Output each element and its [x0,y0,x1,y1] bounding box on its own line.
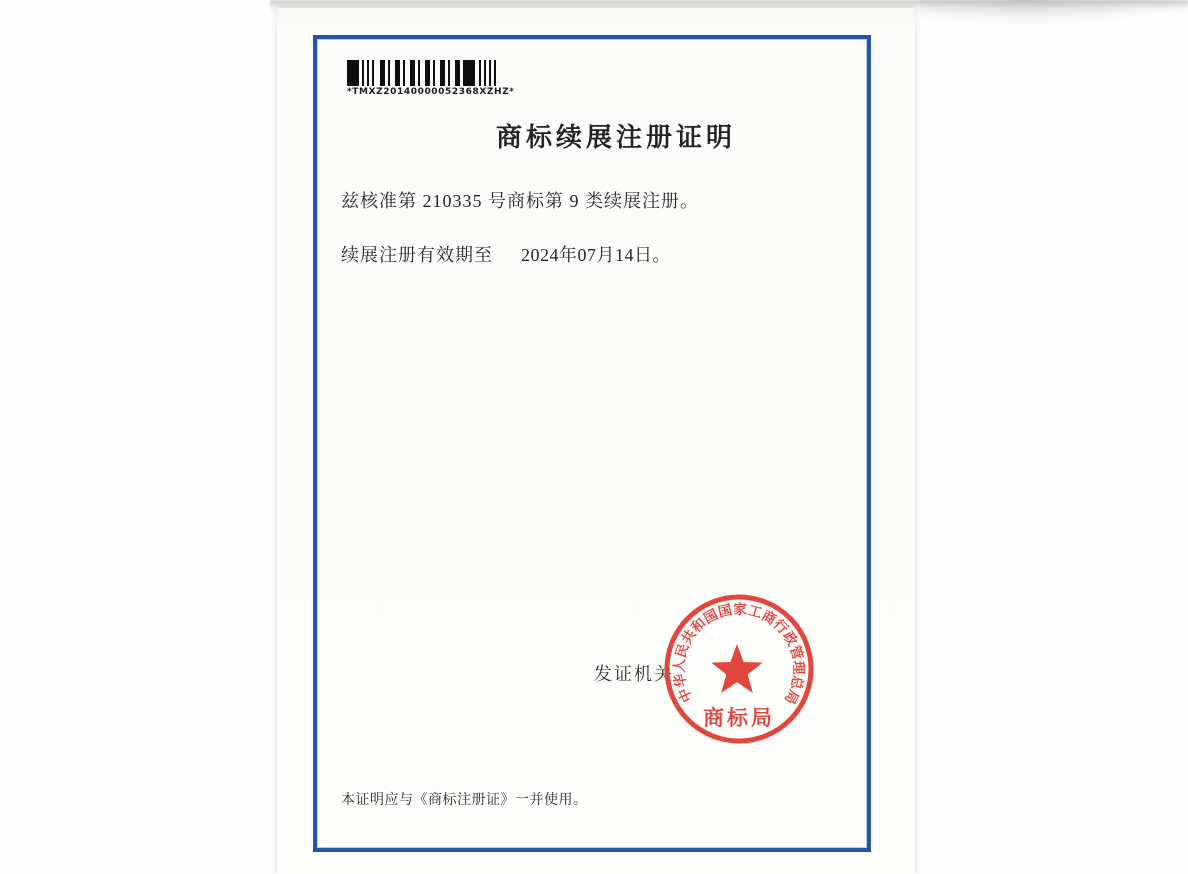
barcode-icon [347,60,499,86]
seal-icon [654,584,824,754]
issuer-label: 发证机关 [594,664,674,684]
certificate-paper [277,8,915,874]
seal-office-text: 商标局 [703,706,775,730]
barcode-noise [380,60,460,86]
barcode [347,60,515,97]
seal-arc-text: 中华人民共和国国家工商行政管理总局 [671,601,807,707]
approval-line: 兹核准第 210335 号商标第 9 类续展注册。 [341,191,699,211]
barcode-text: *TMXZ20140000052368XZHZ* [347,87,515,97]
validity-prefix: 续展注册有效期至 [341,245,493,265]
star-icon [711,644,762,693]
footer-note: 本证明应与《商标注册证》一并使用。 [341,793,588,808]
validity-date: 2024年07月14日。 [521,245,671,265]
certificate-title: 商标续展注册证明 [495,123,736,152]
validity-line [341,241,671,267]
certificate-border-frame [313,35,871,852]
scan-artifact-right [920,0,1188,26]
official-seal [654,584,824,754]
